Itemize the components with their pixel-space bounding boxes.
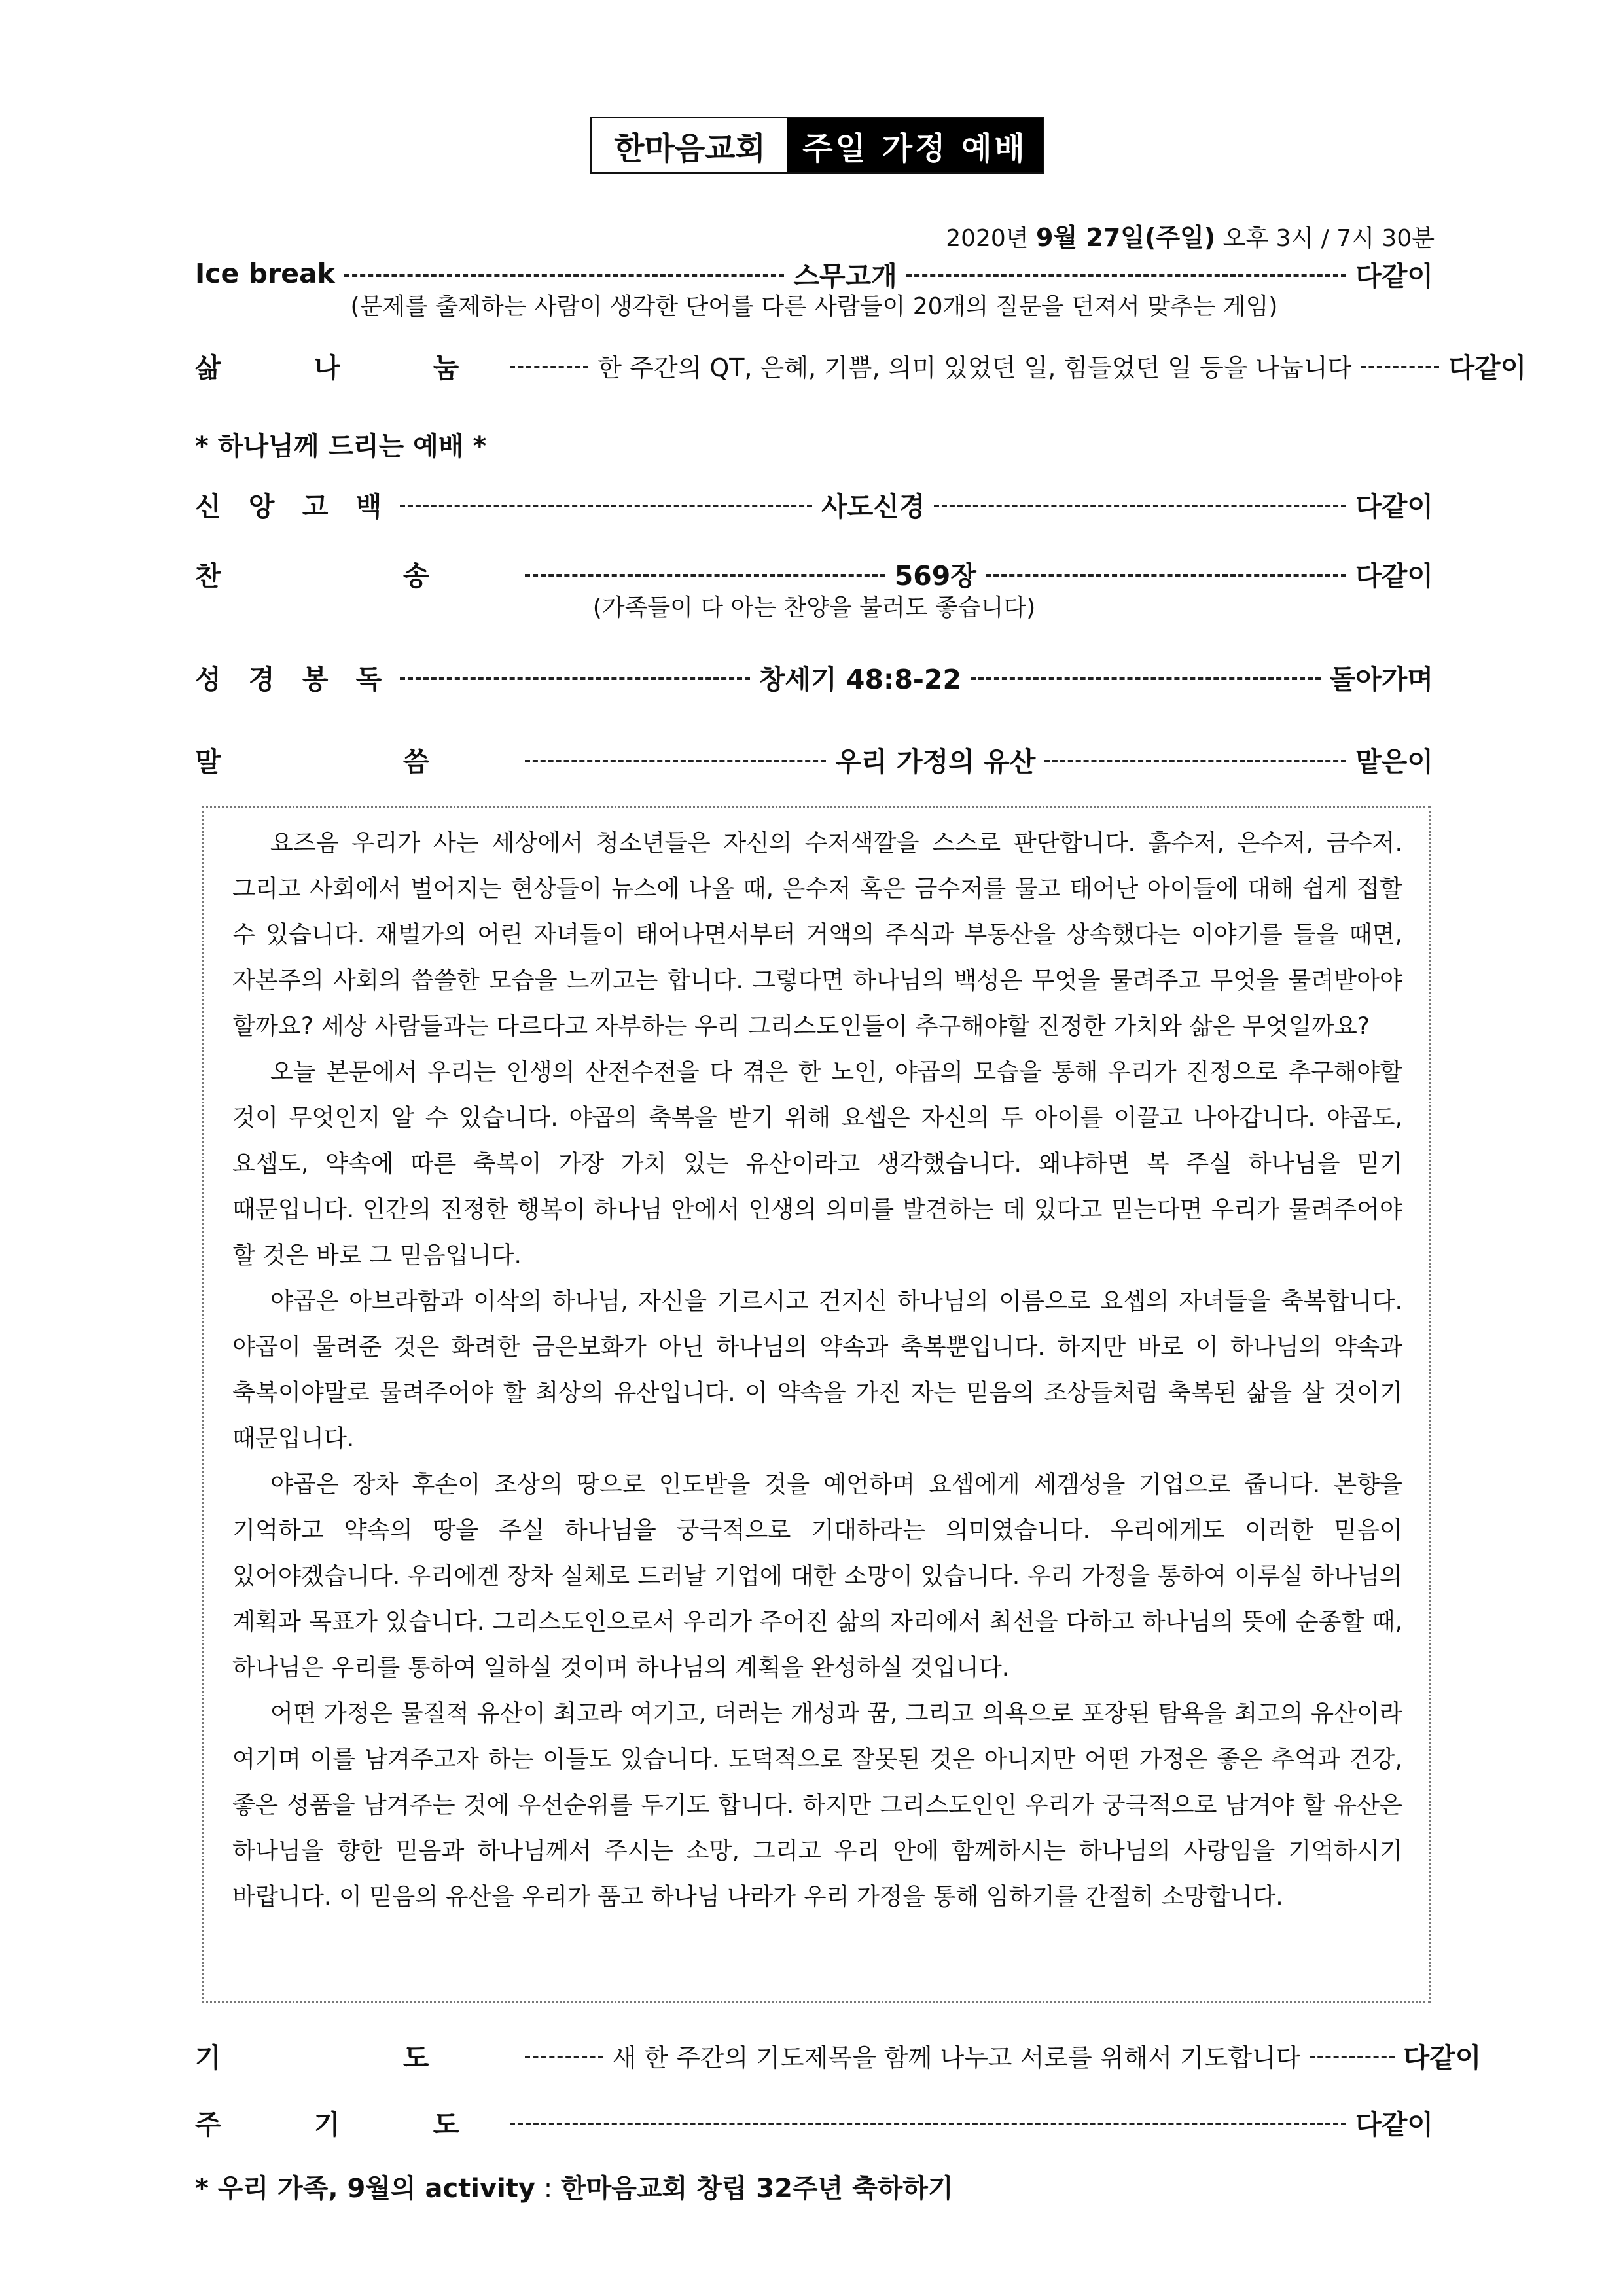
sermon-paragraph: 오늘 본문에서 우리는 인생의 산전수전을 다 겪은 한 노인, 야곱의 모습을 통해 우리가 진정으로 추구해야할 것이 무엇인지 알 수 있습니다. 야곱의 축복을 받기 위해 요셉은 자신의 두 아이를 이끌고 나아갑니다. 야곱도, 요셉도, 약속에 따른 축복이 가장 가치 있는 유산이라고 생각했습니다. 왜냐하면 복 주실 하나님을 믿기 때문입니다. 인간의 진정한 행복이 하나님 안에서 인생의 의미를 발견하는 데 있다고 믿는다면 우리가 물려주어야 할 것은 바로 그 믿음입니다.	[232, 1058, 1402, 1269]
dash-leader	[510, 366, 588, 368]
hymn-row	[195, 554, 1433, 593]
prayer-who: 다같이	[1403, 2041, 1482, 2073]
date-day: 9월 27일(주일)	[1036, 223, 1216, 252]
sermon-box	[202, 806, 1431, 2003]
dash-leader	[1044, 760, 1346, 762]
reading-row	[195, 657, 1433, 696]
monthly-activity	[195, 2168, 954, 2205]
sharing-label: 삶 나 눔	[195, 351, 501, 384]
dash-leader	[400, 677, 750, 680]
church-name: 한마음교회	[592, 118, 787, 172]
prayer-row	[195, 2036, 1482, 2075]
dash-leader	[986, 574, 1346, 577]
lords-prayer-row	[195, 2102, 1433, 2142]
hymn-who: 다같이	[1355, 560, 1433, 592]
dash-leader	[344, 274, 784, 277]
sermon-label: 말 씀	[195, 745, 516, 778]
service-name: 주일 가정 예배	[787, 118, 1043, 172]
dash-leader	[525, 2056, 603, 2058]
dash-leader	[525, 574, 885, 577]
hymn-note: (가족들이 다 아는 찬양을 불러도 좋습니다)	[592, 594, 1036, 621]
title-box	[590, 117, 1044, 174]
dash-leader	[1310, 2056, 1395, 2058]
prayer-item: 새 한 주간의 기도제목을 함께 나누고 서로를 위해서 기도합니다	[612, 2043, 1300, 2072]
date-year: 2020년	[946, 225, 1037, 252]
sermon-item: 우리 가정의 유산	[835, 745, 1036, 778]
activity-prefix: * 우리 가족, 9월의 activity	[195, 2174, 536, 2204]
sharing-row	[195, 346, 1527, 385]
prayer-label: 기 도	[195, 2041, 516, 2073]
hymn-item: 569장	[894, 560, 976, 592]
service-date	[946, 217, 1435, 253]
sharing-item: 한 주간의 QT, 은혜, 기쁨, 의미 있었던 일, 힘들었던 일 등을 나눕니다	[597, 353, 1352, 382]
creed-label: 신 앙 고 백	[195, 490, 391, 522]
icebreak-row	[195, 254, 1433, 293]
sharing-who: 다같이	[1448, 351, 1527, 384]
dash-leader	[934, 505, 1346, 507]
dash-leader	[906, 274, 1346, 277]
dash-leader	[1361, 366, 1439, 368]
activity-text: 한마음교회 창립 32주년 축하하기	[560, 2174, 954, 2204]
icebreak-item: 스무고개	[793, 260, 897, 292]
section-title: * 하나님께 드리는 예배 *	[195, 431, 487, 461]
icebreak-who: 다같이	[1355, 260, 1433, 292]
date-time: 오후 3시 / 7시 30분	[1215, 225, 1435, 252]
reading-item: 창세기 48:8-22	[758, 663, 961, 695]
sermon-paragraph: 요즈음 우리가 사는 세상에서 청소년들은 자신의 수저색깔을 스스로 판단합니다. 흙수저, 은수저, 금수저. 그리고 사회에서 벌어지는 현상들이 뉴스에 나올 때, 은수저 혹은 금수저를 물고 태어난 아이들에 대해 쉽게 접할 수 있습니다. 재벌가의 어린 자녀들이 태어나면서부터 거액의 주식과 부동산을 상속했다는 이야기를 들을 때면, 자본주의 사회의 씁쓸한 모습을 느끼고는 합니다. 그렇다면 하나님의 백성은 무엇을 물려주고 무엇을 물려받아야 할까요? 세상 사람들과는 다르다고 자부하는 우리 그리스도인들이 추구해야할 진정한 가치와 삶은 무엇일까요?	[232, 829, 1402, 1040]
creed-row	[195, 484, 1433, 524]
dash-leader	[971, 677, 1321, 680]
creed-who: 다같이	[1355, 490, 1434, 522]
lords-prayer-who: 다같이	[1355, 2108, 1433, 2140]
dash-leader	[510, 2123, 1346, 2125]
icebreak-note: (문제를 출제하는 사람이 생각한 단어를 다른 사람들이 20개의 질문을 던져서 맞추는 게임)	[350, 293, 1278, 320]
sermon-paragraph: 어떤 가정은 물질적 유산이 최고라 여기고, 더러는 개성과 꿈, 그리고 의욕으로 포장된 탐욕을 최고의 유산이라 여기며 이를 남겨주고자 하는 이들도 있습니다. 도덕적으로 잘못된 것은 아니지만 어떤 가정은 좋은 추억과 건강, 좋은 성품을 남겨주는 것에 우선순위를 두기도 합니다. 하지만 그리스도인인 우리가 궁극적으로 남겨야 할 유산은 하나님을 향한 믿음과 하나님께서 주시는 소망, 그리고 우리 안에 함께하시는 하나님의 사랑임을 기억하시기 바랍니다. 이 믿음의 유산을 우리가 품고 하나님 나라가 우리 가정을 통해 임하기를 간절히 소망합니다.	[232, 1699, 1402, 1910]
lords-prayer-label: 주 기 도	[195, 2108, 501, 2140]
creed-item: 사도신경	[821, 490, 925, 522]
activity-separator: :	[535, 2174, 561, 2204]
sermon-paragraph: 야곱은 아브라함과 이삭의 하나님, 자신을 기르시고 건지신 하나님의 이름으로 요셉의 자녀들을 축복합니다. 야곱이 물려준 것은 화려한 금은보화가 아닌 하나님의 약속과 축복뿐입니다. 하지만 바로 이 하나님의 약속과 축복이야말로 물려주어야 할 최상의 유산입니다. 이 약속을 가진 자는 믿음의 조상들처럼 축복된 삶을 살 것이기 때문입니다.	[232, 1287, 1402, 1452]
dash-leader	[400, 505, 812, 507]
hymn-label: 찬 송	[195, 560, 516, 592]
reading-label: 성 경 봉 독	[195, 663, 391, 695]
sermon-who: 맡은이	[1355, 745, 1433, 778]
dash-leader	[525, 760, 827, 762]
sermon-paragraph: 야곱은 장차 후손이 조상의 땅으로 인도받을 것을 예언하며 요셉에게 세겜성을 기업으로 줍니다. 본향을 기억하고 약속의 땅을 주실 하나님을 궁극적으로 기대하라는 의미였습니다. 우리에게도 이러한 믿음이 있어야겠습니다. 우리에겐 장차 실체로 드러날 기업에 대한 소망이 있습니다. 우리 가정을 통하여 이루실 하나님의 계획과 목표가 있습니다. 그리스도인으로서 우리가 주어진 삶의 자리에서 최선을 다하고 하나님의 뜻에 순종할 때, 하나님은 우리를 통하여 일하실 것이며 하나님의 계획을 완성하실 것입니다.	[232, 1470, 1402, 1681]
reading-who: 돌아가며	[1329, 663, 1433, 695]
icebreak-label: Ice break	[195, 258, 335, 289]
sermon-row	[195, 740, 1433, 779]
